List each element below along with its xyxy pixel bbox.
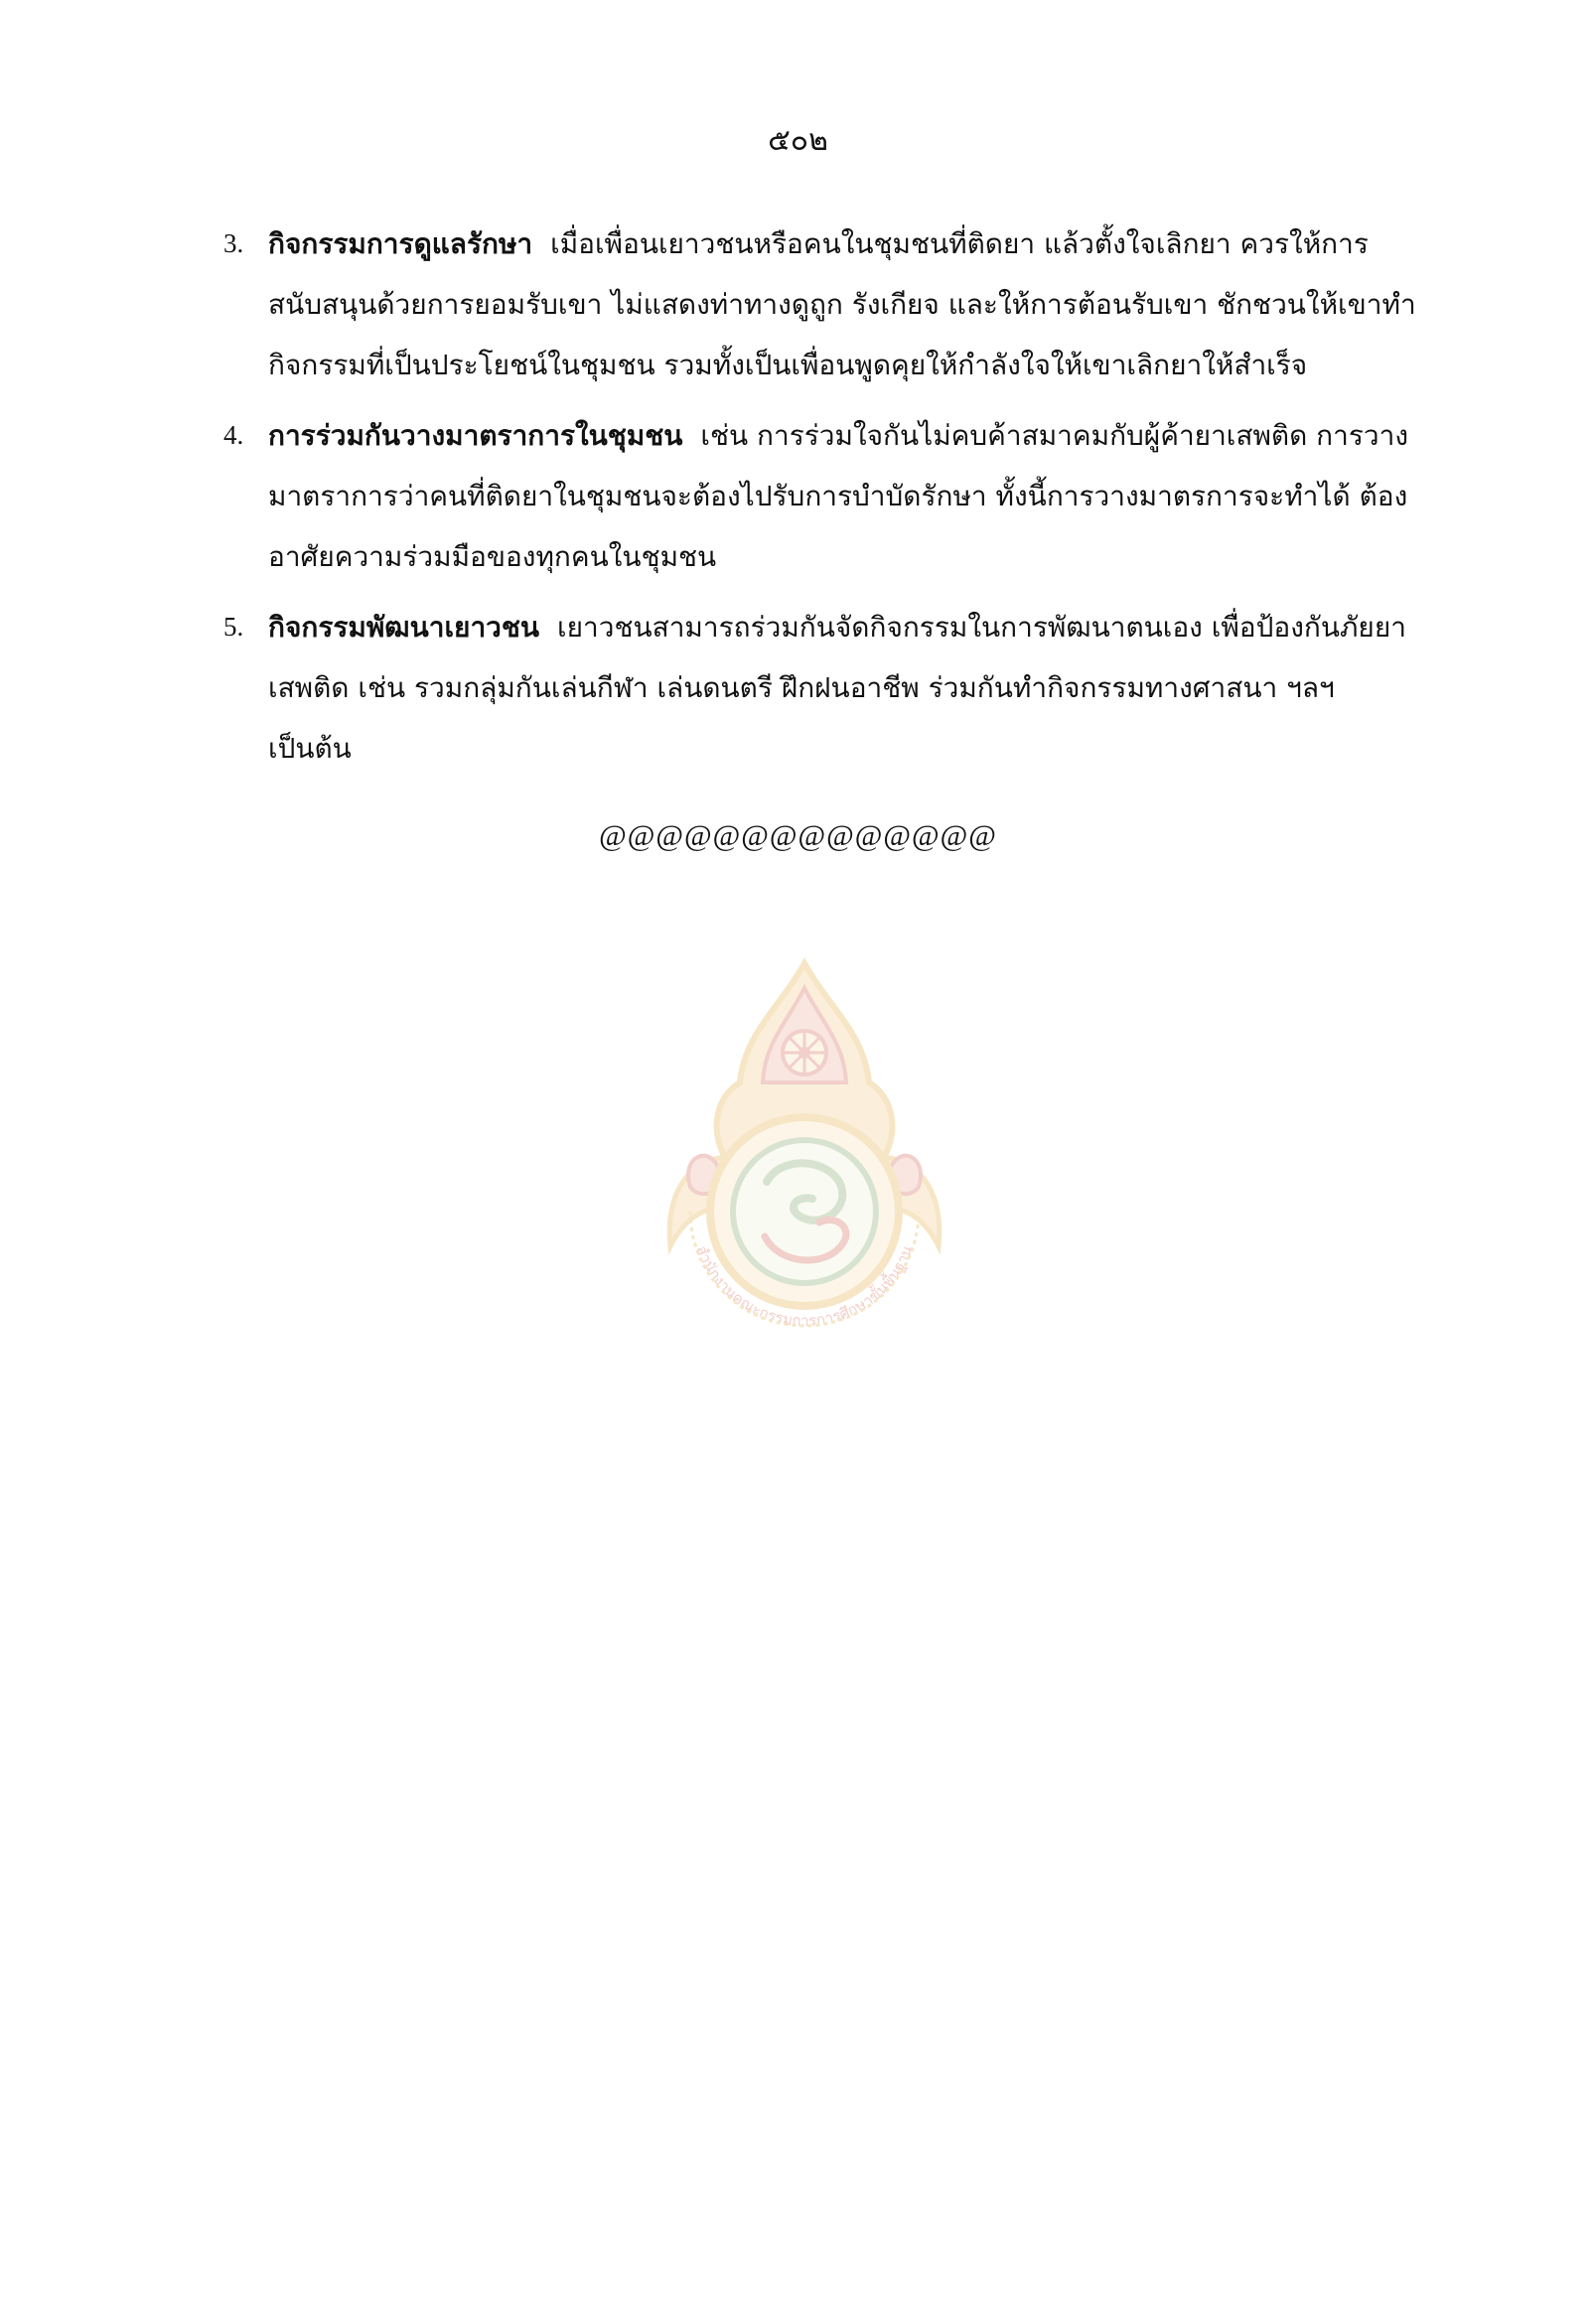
item-text: เมื่อเพื่อนเยาวชนหรือคนในชุมชนที่ติดยา แล้วตั้งใจเลิกยา ควรให้การสนับสนุนด้วยการยอมรับเขา ไม่แสดงท่าทางดูถูก รังเกียจ และให้การต้อนรับเขา ชักชวนให้เขาทำกิจกรรมที่เป็นประโยชน์ในชุมชน รวมทั้งเป็นเพื่อนพูดคุยให้กำลังใจให้เขาเลิกยาให้สำเร็จ: [268, 227, 1416, 381]
item-text: เยาวชนสามารถร่วมกันจัดกิจกรรมในการพัฒนาตนเอง เพื่อป้องกันภัยยาเสพติด เช่น รวมกลุ่มกันเล่นกีฬา เล่นดนตรี ฝึกฝนอาชีพ ร่วมกันทำกิจกรรมทางศาสนา ฯลฯ เป็นต้น: [268, 611, 1406, 765]
obec-seal-watermark-icon: [655, 958, 953, 1356]
item-title: กิจกรรมการดูแลรักษา: [268, 227, 533, 260]
item-number: 3.: [223, 228, 244, 258]
section-separator: @@@@@@@@@@@@@@: [599, 819, 997, 852]
activity-list: [214, 214, 1420, 789]
list-item: [214, 214, 1420, 395]
list-item: [214, 597, 1420, 779]
list-item: [214, 405, 1420, 587]
item-title: กิจกรรมพัฒนาเยาวชน: [268, 611, 540, 644]
seal-ribbon-text: สำนักงานคณะกรรมการการศึกษาขั้นพื้นฐาน: [692, 1242, 917, 1331]
item-title: การร่วมกันวางมาตราการในชุมชน: [268, 419, 683, 452]
page-number: ๕๐๒: [768, 123, 828, 158]
item-text: เช่น การร่วมใจกันไม่คบค้าสมาคมกับผู้ค้ายาเสพติด การวางมาตราการว่าคนที่ติดยาในชุมชนจะต้องไปรับการบำบัดรักษา ทั้งนี้การวางมาตรการจะทำได้ ต้องอาศัยความร่วมมือของทุกคนในชุมชน: [268, 419, 1409, 573]
item-number: 4.: [223, 420, 244, 450]
item-number: 5.: [223, 612, 244, 642]
